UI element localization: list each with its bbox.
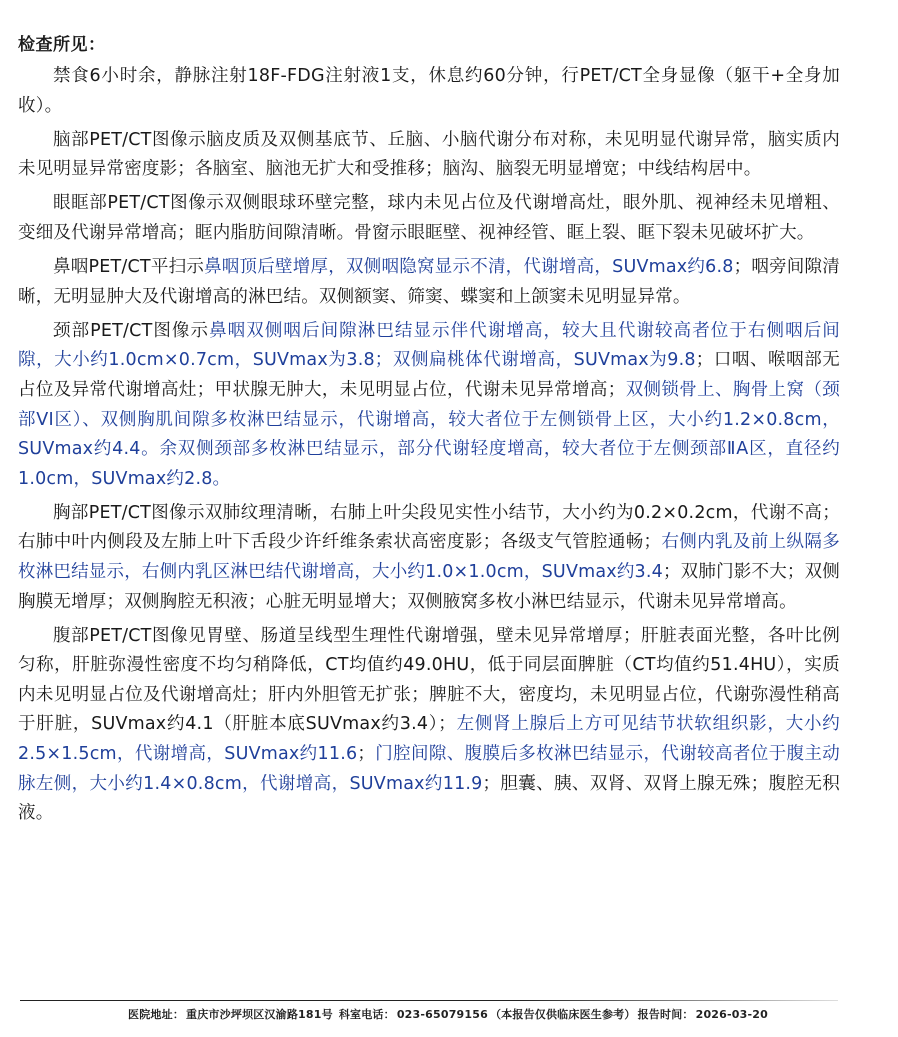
footer-time-label: 报告时间： xyxy=(637,1008,694,1021)
footer-note: （本报告仅供临床医生参考） xyxy=(489,1008,636,1021)
findings-paragraph xyxy=(18,317,840,495)
finding-text: 禁食6小时余，静脉注射18F-FDG注射液1支，休息约60分钟，行PET/CT全身显像（躯干+全身加收）。 xyxy=(18,66,840,116)
findings-paragraph xyxy=(18,126,840,185)
highlighted-finding: 鼻咽顶后壁增厚，双侧咽隐窝显示不清，代谢增高，SUVmax约6.8 xyxy=(204,257,734,278)
footer-address-label: 医院地址： xyxy=(128,1008,185,1021)
highlighted-finding: 右侧内乳及前上纵隔多枚淋巴结显示，右侧内乳区淋巴结代谢增高，大小约1.0×1.0cm，SUVmax约3.4 xyxy=(18,532,840,582)
footer-phone: 023-65079156 xyxy=(396,1008,488,1021)
report-body xyxy=(18,30,840,833)
findings-paragraph xyxy=(18,62,840,121)
highlighted-finding: 门腔间隙、腹膜后多枚淋巴结显示，代谢较高者位于腹主动脉左侧，大小约1.4×0.8cm，代谢增高，SUVmax约11.9 xyxy=(18,744,840,794)
findings-paragraphs xyxy=(18,62,840,829)
report-footer xyxy=(0,1006,898,1022)
finding-text: ；双肺门影不大；双侧胸膜无增厚；双侧胸腔无积液；心脏无明显增大；双侧腋窝多枚小淋巴结显示，代谢未见异常增高。 xyxy=(18,562,840,612)
highlighted-finding: 双侧锁骨上、胸骨上窝（颈部VI区）、双侧胸肌间隙多枚淋巴结显示，代谢增高，较大者位于左侧锁骨上区，大小约1.2×0.8cm，SUVmax约4.4。余双侧颈部多枚淋巴结显示，部分代谢轻度增高，较大者位于左侧颈部ⅡA区，直径约1.0cm，SUVmax约2.8。 xyxy=(18,379,840,489)
finding-text: ；口咽、喉咽部无占位及异常代谢增高灶；甲状腺无肿大，未见明显占位，代谢未见异常增高； xyxy=(18,350,840,400)
finding-text: 腹部PET/CT图像见胃壁、肠道呈线型生理性代谢增强，壁未见异常增厚；肝脏表面光整，各叶比例匀称，肝脏弥漫性密度不均匀稍降低，CT均值约49.0HU，低于同层面脾脏（CT均值约51.4HU），实质内未见明显占位及代谢增高灶；肝内外胆管无扩张；脾脏不大，密度均，未见明显占位，代谢弥漫性稍高于肝脏，SUVmax约4.1（肝脏本底SUVmax约3.4）； xyxy=(18,625,840,735)
findings-paragraph xyxy=(18,189,840,248)
highlighted-finding: 鼻咽双侧咽后间隙淋巴结显示伴代谢增高，较大且代谢较高者位于右侧咽后间隙，大小约1.0cm×0.7cm，SUVmax为3.8；双侧扁桃体代谢增高，SUVmax为9.8 xyxy=(18,320,840,371)
findings-paragraph xyxy=(18,499,840,617)
findings-heading: 检查所见： xyxy=(18,35,106,55)
footer-phone-label: 科室电话： xyxy=(338,1008,395,1021)
finding-text: 鼻咽PET/CT平扫示 xyxy=(53,257,205,278)
footer-fade xyxy=(520,996,838,1004)
finding-text: ；胆囊、胰、双肾、双肾上腺无殊；腹腔无积液。 xyxy=(18,773,841,824)
findings-paragraph xyxy=(18,253,840,312)
footer-time: 2026-03-20 xyxy=(695,1008,768,1021)
finding-text: 脑部PET/CT图像示脑皮质及双侧基底节、丘脑、小脑代谢分布对称，未见明显代谢异常，脑实质内未见明显异常密度影；各脑室、脑池无扩大和受推移；脑沟、脑裂无明显增宽；中线结构居中。 xyxy=(18,129,840,180)
findings-paragraph xyxy=(18,622,840,829)
finding-text: 胸部PET/CT图像示双肺纹理清晰，右肺上叶尖段见实性小结节，大小约为0.2×0.2cm，代谢不高；右肺中叶内侧段及左肺上叶下舌段少许纤维条索状高密度影；各级支气管腔通畅； xyxy=(18,502,840,553)
highlighted-finding: 左侧肾上腺后上方可见结节状软组织影，大小约2.5×1.5cm，代谢增高，SUVmax约11.6 xyxy=(18,714,840,765)
finding-text: 颈部PET/CT图像示 xyxy=(53,320,210,341)
finding-text: ；咽旁间隙清晰，无明显肿大及代谢增高的淋巴结。双侧额窦、筛窦、蝶窦和上颌窦未见明显异常。 xyxy=(18,257,840,307)
finding-text: 眼眶部PET/CT图像示双侧眼球环壁完整，球内未见占位及代谢增高灶，眼外肌、视神经未见增粗、变细及代谢异常增高；眶内脂肪间隙清晰。骨窗示眼眶壁、视神经管、眶上裂、眶下裂未见破坏扩大。 xyxy=(18,193,840,243)
footer-address: 重庆市沙坪坝区汉渝路181号 xyxy=(186,1008,333,1021)
finding-text: ； xyxy=(357,744,376,765)
